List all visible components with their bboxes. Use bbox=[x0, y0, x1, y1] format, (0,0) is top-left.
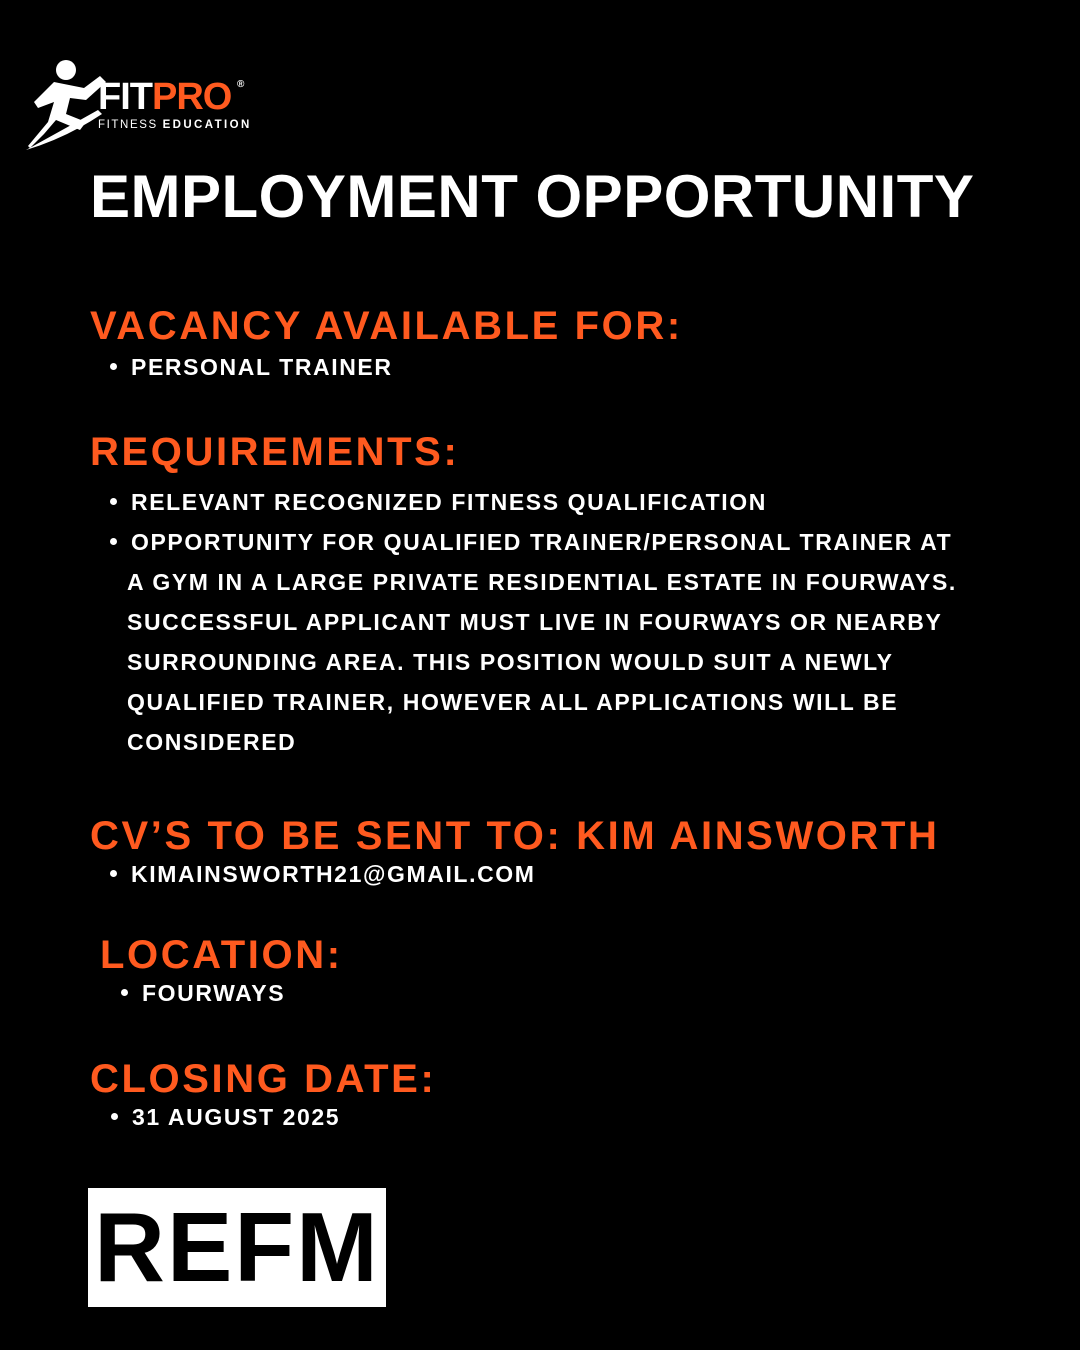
bullet-icon bbox=[111, 1113, 118, 1120]
bullet-icon bbox=[110, 363, 117, 370]
brand-wordmark: FITPRO ® bbox=[98, 76, 244, 118]
cv-email: KIMAINSWORTH21@GMAIL.COM bbox=[110, 854, 536, 894]
closing-heading: CLOSING DATE: bbox=[90, 1057, 437, 1101]
closing-date: 31 AUGUST 2025 bbox=[111, 1097, 340, 1137]
requirements-heading: REQUIREMENTS: bbox=[90, 430, 460, 474]
refm-logo: REFM bbox=[88, 1188, 386, 1307]
bullet-icon bbox=[121, 989, 128, 996]
bullet-icon bbox=[110, 538, 117, 545]
requirement-item-continuation: A GYM IN A LARGE PRIVATE RESIDENTIAL ESTATE IN FOURWAYS. SUCCESSFUL APPLICANT MUST LIVE IN FOURWAYS OR NEARBY SURROUNDING AREA. THIS POSITION WOULD SUIT A NEWLY QUALIFIED TRAINER, HOWEVER ALL APPLICATIONS WILL BE CONSIDERED bbox=[127, 569, 957, 755]
bullet-icon bbox=[110, 498, 117, 505]
requirement-item: RELEVANT RECOGNIZED FITNESS QUALIFICATION bbox=[110, 482, 767, 522]
requirement-item: OPPORTUNITY FOR QUALIFIED TRAINER/PERSONAL TRAINER AT bbox=[110, 522, 952, 562]
vacancy-item: PERSONAL TRAINER bbox=[110, 347, 393, 387]
vacancy-heading: VACANCY AVAILABLE FOR: bbox=[90, 304, 683, 348]
location-heading: LOCATION: bbox=[100, 933, 343, 977]
brand-tagline: FITNESS EDUCATION bbox=[98, 119, 252, 131]
page-title: EMPLOYMENT OPPORTUNITY bbox=[90, 163, 975, 230]
bullet-icon bbox=[110, 870, 117, 877]
location-item: FOURWAYS bbox=[121, 973, 285, 1013]
cv-heading: CV’S TO BE SENT TO: KIM AINSWORTH bbox=[90, 814, 940, 858]
